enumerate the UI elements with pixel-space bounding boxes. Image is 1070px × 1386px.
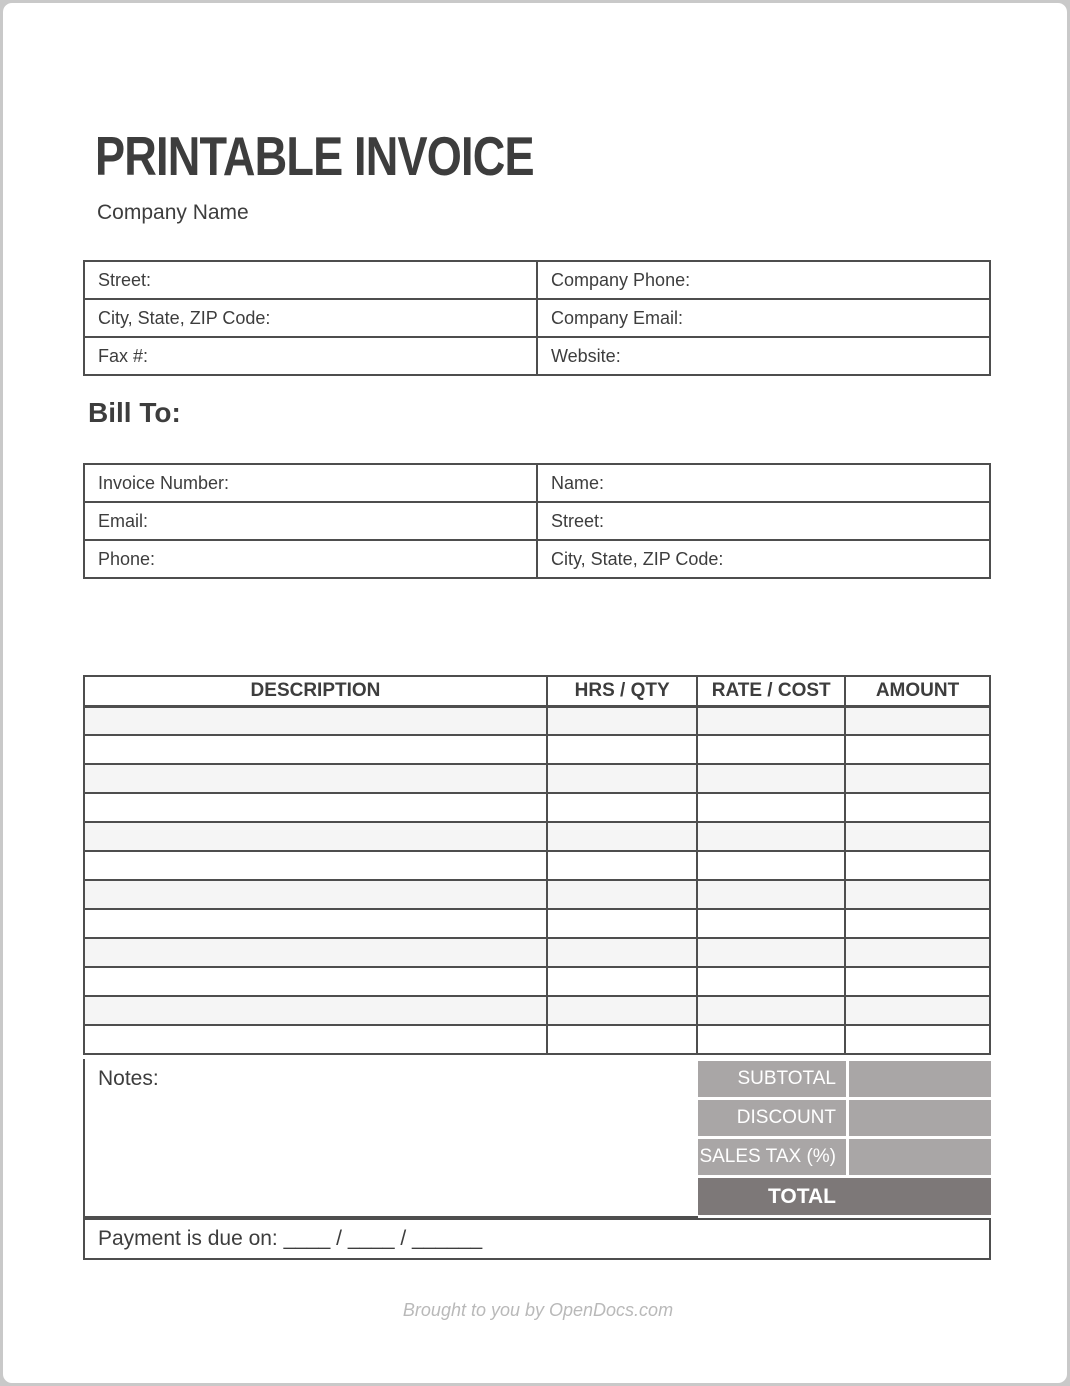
line-item-cell	[697, 851, 845, 880]
line-items-table	[83, 675, 991, 1055]
subtotal-label: SUBTOTAL	[698, 1061, 846, 1097]
line-item-cell	[84, 764, 547, 793]
line-item-cell	[845, 909, 990, 938]
bill-name-field: Name:	[537, 464, 990, 502]
line-item-cell	[547, 880, 697, 909]
line-item-cell	[845, 851, 990, 880]
bill-to-heading: Bill To:	[88, 397, 181, 428]
total-label: TOTAL	[698, 1178, 846, 1215]
subtotal-value	[849, 1061, 991, 1097]
line-item-cell	[84, 735, 547, 764]
line-item-cell	[697, 706, 845, 735]
line-item-cell	[84, 793, 547, 822]
bill-email-field: Email:	[84, 502, 537, 540]
discount-row	[698, 1100, 991, 1136]
subtotal-row	[698, 1061, 991, 1097]
line-item-row	[84, 880, 990, 909]
line-item-cell	[547, 706, 697, 735]
line-item-row	[84, 1025, 990, 1054]
page-title: PRINTABLE INVOICE	[95, 125, 534, 187]
line-item-cell	[697, 938, 845, 967]
line-item-cell	[84, 938, 547, 967]
bill-street-field: Street:	[537, 502, 990, 540]
line-item-row	[84, 996, 990, 1025]
line-item-cell	[697, 1025, 845, 1054]
hrs-qty-column-header: HRS / QTY	[547, 676, 697, 706]
line-item-cell	[845, 735, 990, 764]
notes-box	[83, 1059, 698, 1218]
notes-label: Notes:	[98, 1067, 159, 1090]
line-item-cell	[845, 793, 990, 822]
line-item-cell	[697, 793, 845, 822]
line-item-cell	[84, 909, 547, 938]
line-item-cell	[845, 706, 990, 735]
line-item-row	[84, 735, 990, 764]
line-item-cell	[845, 967, 990, 996]
line-item-row	[84, 909, 990, 938]
table-row	[84, 502, 990, 540]
line-item-cell	[697, 909, 845, 938]
total-value	[846, 1178, 991, 1215]
line-item-cell	[845, 1025, 990, 1054]
sales-tax-value	[849, 1139, 991, 1175]
footer-credit: Brought to you by OpenDocs.com	[402, 1300, 674, 1320]
line-item-row	[84, 938, 990, 967]
description-column-header: DESCRIPTION	[84, 676, 547, 706]
line-item-cell	[84, 1025, 547, 1054]
line-item-cell	[547, 967, 697, 996]
line-item-cell	[697, 880, 845, 909]
line-item-cell	[697, 735, 845, 764]
line-item-cell	[547, 851, 697, 880]
line-item-cell	[547, 764, 697, 793]
line-item-cell	[84, 851, 547, 880]
line-item-row	[84, 706, 990, 735]
line-item-cell	[547, 938, 697, 967]
line-item-cell	[845, 880, 990, 909]
company-name: Company Name	[97, 201, 249, 224]
website-field: Website:	[537, 337, 990, 375]
bill-phone-field: Phone:	[84, 540, 537, 578]
line-item-row	[84, 851, 990, 880]
table-row	[84, 261, 990, 299]
invoice-number-field: Invoice Number:	[84, 464, 537, 502]
line-item-cell	[845, 822, 990, 851]
street-field: Street:	[84, 261, 537, 299]
line-item-cell	[845, 764, 990, 793]
discount-label: DISCOUNT	[698, 1100, 846, 1136]
rate-cost-column-header: RATE / COST	[697, 676, 845, 706]
company-phone-field: Company Phone:	[537, 261, 990, 299]
line-item-row	[84, 764, 990, 793]
fax-field: Fax #:	[84, 337, 537, 375]
line-item-cell	[845, 938, 990, 967]
payment-due-text: Payment is due on: ____ / ____ / ______	[98, 1227, 483, 1250]
bill-to-table	[83, 463, 991, 579]
line-item-cell	[547, 793, 697, 822]
line-item-cell	[697, 996, 845, 1025]
line-item-cell	[547, 996, 697, 1025]
summary-section	[83, 1059, 991, 1218]
line-item-cell	[845, 996, 990, 1025]
amount-column-header: AMOUNT	[845, 676, 990, 706]
line-item-cell	[697, 822, 845, 851]
line-item-cell	[697, 967, 845, 996]
sales-tax-label: SALES TAX (%)	[698, 1139, 846, 1175]
line-item-cell	[547, 822, 697, 851]
line-item-cell	[547, 735, 697, 764]
company-email-field: Company Email:	[537, 299, 990, 337]
table-row	[84, 299, 990, 337]
line-item-cell	[84, 996, 547, 1025]
line-items-header-row	[84, 676, 990, 706]
totals-panel	[698, 1061, 991, 1215]
line-item-cell	[84, 880, 547, 909]
company-info-table	[83, 260, 991, 376]
city-state-zip-field: City, State, ZIP Code:	[84, 299, 537, 337]
line-item-cell	[547, 1025, 697, 1054]
bill-city-state-zip-field: City, State, ZIP Code:	[537, 540, 990, 578]
line-item-row	[84, 793, 990, 822]
sales-tax-row	[698, 1139, 991, 1175]
total-row	[698, 1178, 991, 1215]
line-item-cell	[697, 764, 845, 793]
line-item-cell	[84, 967, 547, 996]
line-item-cell	[84, 706, 547, 735]
table-row	[84, 464, 990, 502]
line-items-body	[84, 706, 990, 1054]
line-item-row	[84, 967, 990, 996]
line-item-row	[84, 822, 990, 851]
table-row	[84, 540, 990, 578]
table-row	[84, 337, 990, 375]
line-item-cell	[84, 822, 547, 851]
discount-value	[849, 1100, 991, 1136]
line-item-cell	[547, 909, 697, 938]
payment-due-box	[83, 1218, 991, 1260]
